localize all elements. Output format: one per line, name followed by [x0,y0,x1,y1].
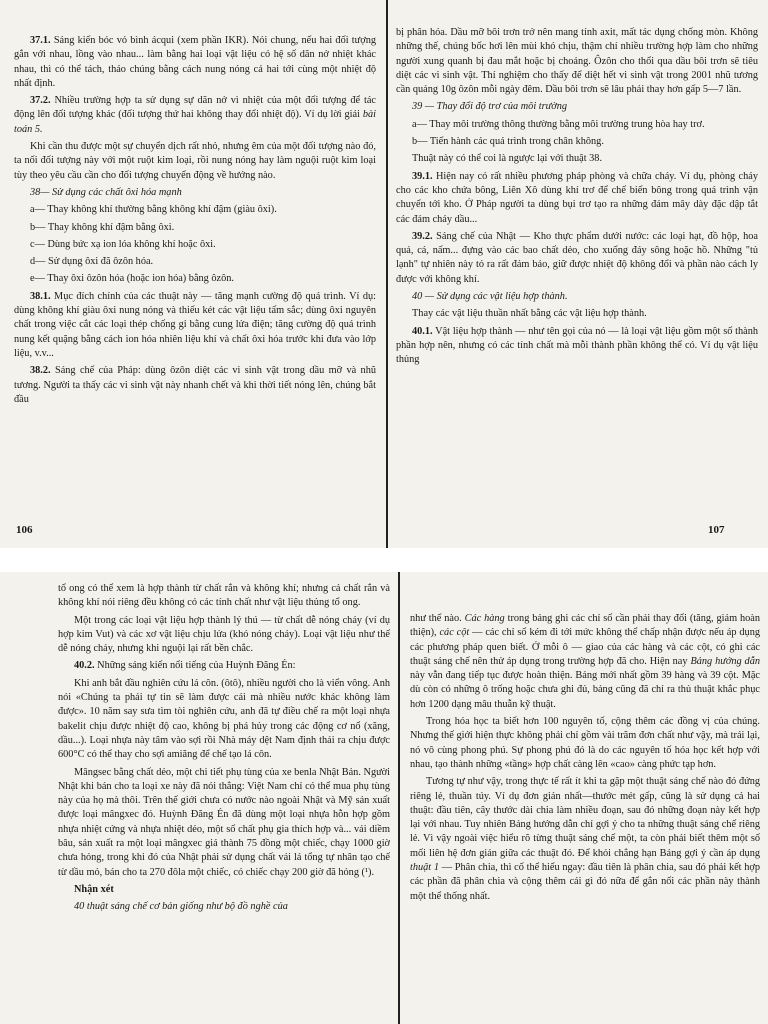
paragraph-text: trong bảng ghi các chỉ số cần phải thay đổi (tăng, giảm hoàn thiện), [410,613,760,639]
paragraph-38-1 [14,290,376,361]
paragraph-40-1 [396,325,758,368]
heading-38: 38— Sử dụng các chất ôxi hóa mạnh [30,186,182,198]
paragraph-italic: các cột [439,627,470,639]
section-number: 40.2. [74,660,95,672]
paragraph-text: — các chỉ số kém đi tới mức không thể chấp nhận được nếu áp dụng các phương pháp quen biết. Ở mỗi ô — giao của các hàng và các cột, có ghi các thuật sáng chế nên thử áp dụng trong trường hợp đã cho. Hiện nay [410,627,760,667]
paragraph: tổ ong có thể xem là hợp thành từ chất rắn và không khí; nhưng cả chất rắn và không khí nói riêng đều không có các tính chất như vật liệu thủng tổ ong. [58,583,390,609]
list-item: d— Sử dụng ôxi đã ôzôn hóa. [30,256,154,268]
paragraph-40-2 [58,659,390,673]
heading-nhan-xet: Nhận xét [74,883,114,895]
paragraph: 40 thuật sáng chế cơ bản giống như bộ đồ nghề của [74,901,288,913]
paragraph [410,775,760,904]
paragraph [410,612,760,712]
paragraph-text: — Phân chia, thì cố thể hiểu ngay: đầu tiên là phân chia, sau đó phải kết hợp các phần đã phân chia và cộng thêm cái gì đó nữa để gắn nối các phần này thành một thể thống nhất. [410,862,760,902]
list-item: a— Thay không khí thường bằng không khí đậm (giàu ôxi). [30,204,277,216]
list-item: b— Tiến hành các quá trình trong chân không. [412,136,604,148]
page-number-right: 107 [708,524,725,536]
section-number: 39.1. [412,170,433,182]
paragraph: Khi anh bắt đầu nghiên cứu lá côn. (ôtô), nhiều người cho là viển vông. Anh nói «Chúng ta phải tự tin sẽ làm được cái mà nhiều nước khác không làm được». 10 năm say sưa tìm tòi nghiên cứu, anh đã tự điều chế ra một loại nhựa bakelit chịu được nhiệt độ cao, không bị phá hủy trong các động cơ nổ (xăng, dầu...). Loại nhựa này tâm vào sợi rồi Nhà máy dệt Nam định thải ra chịu được 600°C có thể thay cho sợi amiăng để chế tạo lá côn. [58,677,390,761]
page-number-left: 106 [16,524,33,536]
paragraph: Mângsec bằng chất dẻo, một chi tiết phụ tùng của xe benla Nhật Bản. Người Nhật khi bán cho ta loại xe này đã nói thẳng: Việt Nam chỉ có thể mua phụ tùng này của họ mà thôi. Trên thế giới chưa có nước nào ngoài Nhật và Mỹ sản xuất được loại mângxec đó. Huỳnh Đăng Én đã dùng một loại nhựa hỗn hợp gồm nhựa nhiệt cứng và nhựa nhiệt dẻo, một số chất phụ gia thích hợp và... vải diềm bâu, sản xuất ra một loại mângxec giá thành 75 đồng một chiếc, chạy 1000 giờ chưa hỏng, trong khi đó của Nhật phải sử dụng chất vải lá tổng tự nhân tạo chế từ dầu mỏ, bán cho ta 270 đôla một chiếc, có chiếc chạy 200 giờ đã hỏng (¹). [58,766,390,878]
paragraph-text: Vật liệu hợp thành — như tên gọi của nó — là loại vật liệu gồm một số thành phần hợp nên, nhưng có các tính chất mà mỗi thành phần không thể có. Ví dụ vật liệu thủng [396,325,758,366]
paragraph-text: Sáng chế của Nhật — Kho thực phẩm dưới nước: các loại hạt, đồ hộp, hoa quả, cá, nấm... đựng vào các bao chất dẻo, cho xuống đáy sông hoặc hồ. Những "tủ lạnh" tự nhiên này tỏ ra rất đảm bảo, giữ được nhiệt độ không đổi và phần nào cách ly được với không khí. [396,230,758,285]
paragraph-39-1 [396,170,758,227]
page-109-column [410,572,760,1024]
paragraph: Thay các vật liệu thuần nhất bằng các vật liệu hợp thành. [412,308,647,320]
section-number: 38.1. [30,290,51,302]
section-number: 39.2. [412,230,433,242]
paragraph-text: này vẫn đang tiếp tục được hoàn thiện. Bảng mới nhất gồm 39 hàng và 39 cột. Mặc dù còn có những ô trống hoặc chưa ghi đủ, bảng cũng đã chỉ ra thủ thuật khắc phục hơn 1200 dạng mâu thuẫn kỹ thuật. [410,670,760,710]
page-108-column [58,572,390,1024]
section-number: 40.1. [412,325,433,337]
page-107-column [396,0,758,548]
heading-40: 40 — Sử dụng các vật liệu hợp thành. [412,291,568,303]
section-number: 38.2. [30,365,51,377]
paragraph-italic: bài toán 5. [14,109,376,135]
paragraph-italic: Các hàng [464,613,505,624]
paragraph: Khi cần thu được một sự chuyển dịch rất nhỏ, nhưng êm của một đối tượng nào đó, ta nối đối tượng này với một ruột kim loại, rồi nung nóng hay làm nguội ruột kim loại tùy theo yêu cầu cần cho đối tượng chuyển động về hướng nào. [14,141,376,181]
page-separator [0,548,768,572]
paragraph-text: Nhiều trường hợp ta sử dụng sự dãn nở vì nhiệt của một đối tượng để tác động lên đối tượng khác (đối tượng thứ hai không thay đổi nhiệt độ). Ví dụ lời giải [14,95,376,121]
paragraph-text: Mục đích chính của các thuật này — tăng mạnh cường độ quá trình. Ví dụ: dùng không khí giàu ôxi nung nóng và thiếu két các vật liệu tấm sắc; dùng ôxi nguyên chất trong việc cắt các loại thép chống gỉ bằng cung lửa điện; tăng cường độ quá trình nung kết quặng bằng cách ion hóa nhiên liệu khí và chất ôxi hóa trước khi đưa vào lớp liệu, v.v... [14,290,376,359]
paragraph-38-2 [14,364,376,407]
paragraph-39-2 [396,230,758,287]
paragraph-text: Tương tự như vậy, trong thực tế rất ít khi ta gặp một thuật sáng chế nào đó đứng riêng lẻ, thuần túy. Ví dụ đơn giản nhất—thước mét gấp, cũng là sử dụng cả hai thuật: đầu tiên, cây thước dài chia làm nhiều đoạn, sau đó những đoạn này kết hợp lại với nhau. Tuy nhiên Bảng hướng dẫn chỉ gợi ý cho ta những thuật sáng chế riêng lẻ. Vì vậy ngoài việc hiểu rõ từng thuật sáng chế một, ta còn phải biết thêm một số mối liên hệ đơn giản giữa các thuật đó. Để khỏi chẳng hạn Bảng gợi ý cần áp dụng [410,776,760,859]
section-number: 37.1. [30,35,51,46]
list-item: e— Thay ôxi ôzôn hóa (hoặc ion hóa) bằng ôzôn. [30,273,234,285]
list-item: a— Thay môi trường thông thường bằng môi trường trung hòa hay trơ. [412,118,705,130]
paragraph: bị phân hóa. Dầu mỡ bôi trơn trở nên mang tính axit, mất tác dụng chống mòn. Không những thế, chúng bốc hơi lên mùi khó chịu, thậm chí nhiều trường hợp làm cho những người xung quanh bị đau mắt hoặc bị choáng. Ôzôn cho thổi qua dầu bôi trơn sẽ tiêu diệt các vi sinh vật. Thí nghiệm cho thấy để diệt hết vi sinh vật trong 2001 nhũ tương cần quảng 10g ôzôn mỗi ngày đêm. Dầu bôi trơn sẽ lâu phải thay hơn gấp 5—7 lần. [396,27,758,96]
list-item: b— Thay không khí đậm bằng ôxi. [30,221,175,233]
page-gutter [398,572,400,1024]
list-item: c— Dùng bức xạ ion lóa không khí hoặc ôxi. [30,238,216,250]
page-gutter [386,0,388,548]
paragraph-text: Sáng kiến bóc vỏ bình ácqui (xem phần IKR). Nói chung, nếu hai đối tượng gắn với nhau, lồng vào nhau... làm bằng hai loại vật liệu có hệ số dãn nở nhiệt khác nhau, thì có thể tách, tháo chúng bằng cách nung nóng cả hai tới cùng một nhiệt độ nhất định. [14,35,376,89]
paragraph: Một trong các loại vật liệu hợp thành lý thú — từ chất dễ nóng chảy (ví dụ hợp kim Vut) và các xơ vật liệu chịu lửa (khó nóng chảy). Loại vật liệu như thế dễ nóng chảy, nhưng khi nguội lại rất bền chắc. [58,614,390,655]
paragraph-text: Những sáng kiến nổi tiếng của Huỳnh Đăng Én: [94,660,296,672]
paragraph-italic: thuật 1 [410,862,440,874]
paragraph: Trong hóa học ta biết hơn 100 nguyên tố, cộng thêm các đồng vị của chúng. Nhưng thế giới hiện thực không phải chỉ gồm vài trăm đơn chất như vậy, mà trái lại, nó vô cùng phong phú. Sự phong phú đó là do các nguyên tố hóa học kết hợp với nhau, tạo thành những «tầng» hợp chất càng lên «cao» càng phức tạp hơn. [410,716,760,770]
page-106-column [14,0,376,548]
page-spread-108-109 [0,572,768,1024]
paragraph-text: Sáng chế của Pháp: dùng ôzôn diệt các vi sinh vật trong dầu mỡ và nhũ tương. Người ta thấy các vi sinh vật này nhanh chết và khi thời tiết nóng lên, chúng bắt đầu [14,365,376,405]
paragraph-37-2 [14,94,376,137]
paragraph-text: như thế nào. [410,613,465,624]
paragraph-italic: Bảng hướng dẫn [690,655,760,667]
paragraph: Thuật này có thể coi là ngược lại với thuật 38. [412,153,603,165]
paragraph-text: Hiện nay có rất nhiều phương pháp phòng và chữa cháy. Ví dụ, phòng cháy cho các kho chứa bông, Liên Xô dùng khí trơ để chế biến bông trong quá trình vận chuyển tới kho. Ở Pháp người ta dùng bụi trơ tạo ra những đám mây dày đặc dập tắt các đám cháy dầu... [396,170,758,225]
section-number: 37.2. [30,95,51,107]
heading-39: 39 — Thay đổi độ trơ của môi trường [412,101,568,113]
paragraph-37-1 [14,34,376,91]
